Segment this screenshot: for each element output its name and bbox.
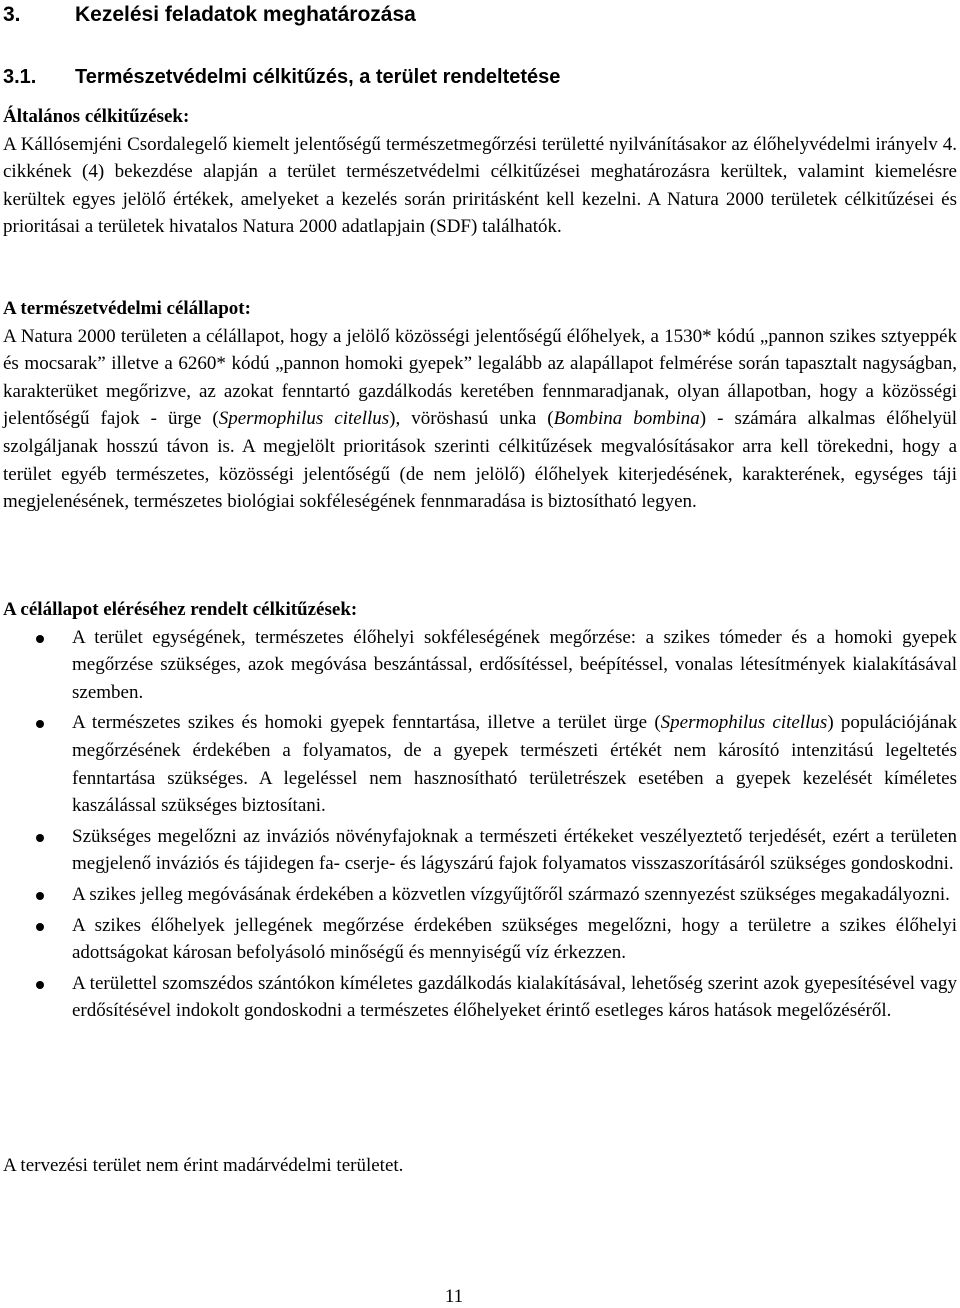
target-state-text-1: A Natura 2000 területen a célállapot, hogy a jelölő közösségi jelentőségű élőhelyek, a 1530* kódú „pannon szikes sztyeppék és mocsarak” illetve a 6260* kódú „pannon homoki gyepek” legalább az alapállapot felmérése során tapasztalt nagyságban, karakterüket megőrizve, az azokat fenntartó gazdálkodás keretében fennmaradjanak, olyan állapotban, hogy a közösségi jelentőségű fajok - ürge (	[3, 325, 957, 430]
bullet-icon	[36, 892, 44, 900]
section-number: 3.1.	[3, 66, 37, 88]
list-item-text: A terület egységének, természetes élőhelyi sokféleségének megőrzése: a szikes tómeder és a homoki gyepek megőrzése szükséges, azok megóvása beszántással, erdősítéssel, beépítéssel, vonalas létesítmények kialakításával szemben.	[72, 626, 957, 703]
list-item	[3, 970, 957, 1025]
bullet-icon	[36, 720, 44, 728]
section-title: Természetvédelmi célkitűzés, a terület rendeltetése	[75, 66, 561, 88]
general-goals-label: Általános célkitűzések:	[3, 106, 190, 127]
list-item-text: A természetes szikes és homoki gyepek fenntartása, illetve a terület ürge (	[72, 712, 661, 734]
chapter-title: Kezelési feladatok meghatározása	[75, 3, 416, 26]
closing-note: A tervezési terület nem érint madárvédelmi területet.	[3, 1155, 404, 1176]
bullet-icon	[36, 981, 44, 989]
page-number: 11	[444, 1286, 464, 1307]
list-item-text: Szükséges megelőzni az inváziós növényfajoknak a természeti értékeket veszélyeztető terjedését, ezért a területen megjelenő inváziós és tájidegen fa- cserje- és lágyszárú fajok folyamatos visszaszorításáról szükséges gondoskodni.	[72, 825, 957, 875]
list-item	[3, 823, 957, 878]
list-item	[3, 881, 957, 909]
objectives-list	[3, 624, 957, 1025]
chapter-number: 3.	[3, 3, 21, 26]
species-name-fire-bellied-toad: Bombina bombina	[553, 408, 700, 430]
species-name-ground-squirrel: Spermophilus citellus	[218, 408, 390, 430]
species-name-ground-squirrel: Spermophilus citellus	[660, 712, 828, 734]
list-item-text: A területtel szomszédos szántókon kíméletes gazdálkodás kialakításával, lehetőség szerint azok gyepesítésével vagy erdősítésével indokolt gondoskodni a természetes élőhelyeket érintő esetleges káros hatások megelőzéséről.	[72, 972, 957, 1022]
general-goals-block	[3, 103, 957, 241]
closing-note-block	[3, 1152, 957, 1180]
list-item	[3, 912, 957, 967]
list-item-text: ) populációjának megőrzésének érdekében a folyamatos, de a gyepek természeti értékét nem károsító intenzitású legeltetés fenntartása szükséges. A legeléssel nem hasznosítható területrészek esetében a gyepek kezelését kíméletes kaszálással szükséges biztosítani.	[72, 712, 957, 817]
objectives-block	[3, 596, 957, 1028]
target-state-block	[3, 295, 957, 516]
objectives-label: A célállapot eléréséhez rendelt célkitűzések:	[3, 599, 358, 620]
target-state-label: A természetvédelmi célállapot:	[3, 298, 251, 319]
target-state-text-3: ) - számára alkalmas élőhelyül szolgáljanak hosszú távon is. A megjelölt prioritások szerinti célkitűzések megvalósításakor arra kell törekedni, hogy a terület egyéb természetes, közösségi jelentőségű (de nem jelölő) élőhelyek kiterjedésének, karakterének, egységes táji megjelenésének, természetes biológiai sokféleségének fennmaradása is biztosítható legyen.	[3, 408, 957, 513]
list-item-text: A szikes élőhelyek jellegének megőrzése érdekében szükséges megelőzni, hogy a területre a szikes élőhelyi adottságokat károsan befolyásoló minőségű és mennyiségű víz érkezzen.	[72, 914, 957, 964]
section-heading	[3, 63, 560, 91]
general-goals-paragraph: A Kállósemjéni Csordalegelő kiemelt jelentőségű természetmegőrzési területté nyilvánításakor az élőhelyvédelmi irányelv 4. cikkének (4) bekezdése alapján a terület természetvédelmi célkitűzései meghatározásra kerültek, valamint kiemelésre kerültek egyes jelölő értékek, amelyeket a kezelés során priritásként kell kezelni. A Natura 2000 területek célkitűzései és prioritásai a területek hivatalos Natura 2000 adatlapjain (SDF) találhatók.	[3, 133, 957, 238]
bullet-icon	[36, 635, 44, 643]
list-item	[3, 624, 957, 707]
chapter-heading	[3, 0, 416, 30]
bullet-icon	[36, 923, 44, 931]
list-item-text: A szikes jelleg megóvásának érdekében a közvetlen vízgyűjtőről származó szennyezést szükséges megakadályozni.	[72, 883, 950, 905]
list-item	[3, 709, 957, 819]
target-state-text-2: ), vöröshasú unka (	[389, 408, 554, 430]
bullet-icon	[36, 834, 44, 842]
target-state-paragraph	[3, 323, 957, 516]
